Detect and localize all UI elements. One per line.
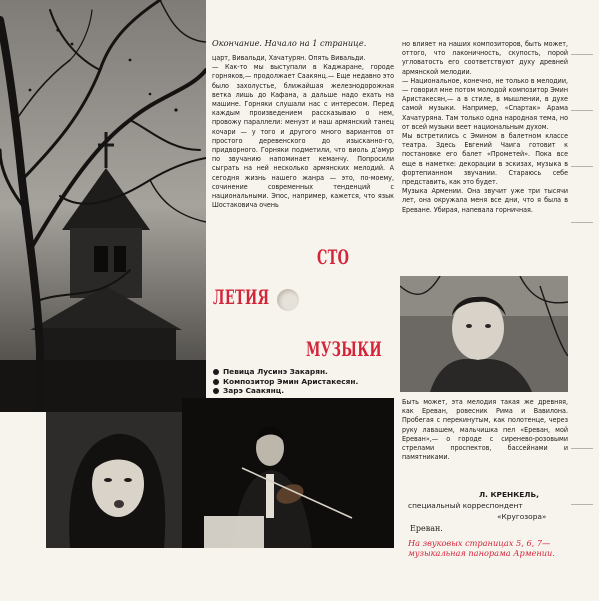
cut-mark <box>571 54 593 55</box>
title-line-2: ЛЕТИЯ <box>213 285 270 309</box>
audio-pages-note: На звуковых страницах 5, 6, 7— музыкальная панорама Армении. <box>408 538 555 558</box>
composer-portrait <box>400 276 568 392</box>
article-column-3: Быть может, эта мелодия такая же древняя, как Ереван, ровесник Рима и Вавилона. Пробегая с перекинутым, как полотенце, через руку лавашем, мальчишка пел «Ереван, мой Ереван»,— о городе с сиренево-розовыми стрелами проспектов, бассейнами и памятниками. <box>402 397 568 462</box>
caption-singer: Певица Лусинэ Закарян. <box>213 367 397 377</box>
author-outlet: «Кругозора» <box>497 512 547 521</box>
cut-mark <box>571 166 593 167</box>
cut-mark <box>571 448 593 449</box>
article-column-1: царт, Вивальди, Хачатурян. Опять Вивальди. — Как-то мы выступали в Каджаране, городе горняков,— продолжает Саакянц.— Еще недавно это было захолустье, ближайшая железнодорожная ветка лишь до Кафана, а дальше надо ехать на машине. Горняки слушали нас с интересом. Перед каждым произведением рассказываю о нем, провожу параллели: менуэт и наш армянский танец кочари — у того и другого много вариантов от простого деревенского до изысканно-го, придворного. Горняки подметили, что виоль д'амур по звучанию напоминает кеманчу. Попросили сыграть на ней несколько армянских мелодий. А сегодня жизнь нашего жанра — это, по-моему, сочинение современных тенденций с национальными. Эпос, например, кажется, что язык Шостаковича очень <box>212 53 394 210</box>
violinist-photo <box>182 398 394 548</box>
caption-composer: Композитор Эмин Аристакесян. <box>213 377 397 387</box>
cut-mark <box>571 110 593 111</box>
title-ornament <box>277 289 299 311</box>
dateline-city: Ереван. <box>410 524 443 533</box>
cut-mark <box>571 504 593 505</box>
author-name: Л. КРЕНКЕЛЬ, <box>479 490 539 499</box>
author-role: специальный корреспондент <box>408 501 523 510</box>
article-column-2: но влияет на наших композиторов, быть может, оттого, что лаконичность, скупость, порой угловатость его соответствуют духу древней армянской мелодии. — Национальное, конечно, не только в мелодии,— говорил мне потом молодой композитор Эмин Аристакесян,— а в стиле, в мышлении, в духе самой музыки. Например, «Спартак» Арама Хачатуряна. Там только одна народная тема, но от всей музыки веет национальным духом. Мы встретились с Эмином в балетном классе театра. Здесь Евгений Чаига готовит к постановке его балет «Прометей». Пока все еще в наметке: декорации в эскизах, музыка в фортепианном звучании. Стараюсь себе представить, как это будет. Музыка Армении. Она звучит уже три тысячи лет, она окружала меня все дни, что я была в Ереване. Убирая, напевала горничная. <box>402 39 568 214</box>
singer-photo <box>46 412 182 548</box>
caption-violinist: Зарэ Саакянц. <box>213 386 397 396</box>
photo-captions <box>213 367 397 396</box>
cut-mark <box>571 222 593 223</box>
continuation-note: Окончание. Начало на 1 странице. <box>212 38 367 48</box>
title-line-3: МУЗЫКИ <box>306 337 382 361</box>
title-line-1: СТО <box>317 245 350 269</box>
church-photo <box>0 0 206 412</box>
